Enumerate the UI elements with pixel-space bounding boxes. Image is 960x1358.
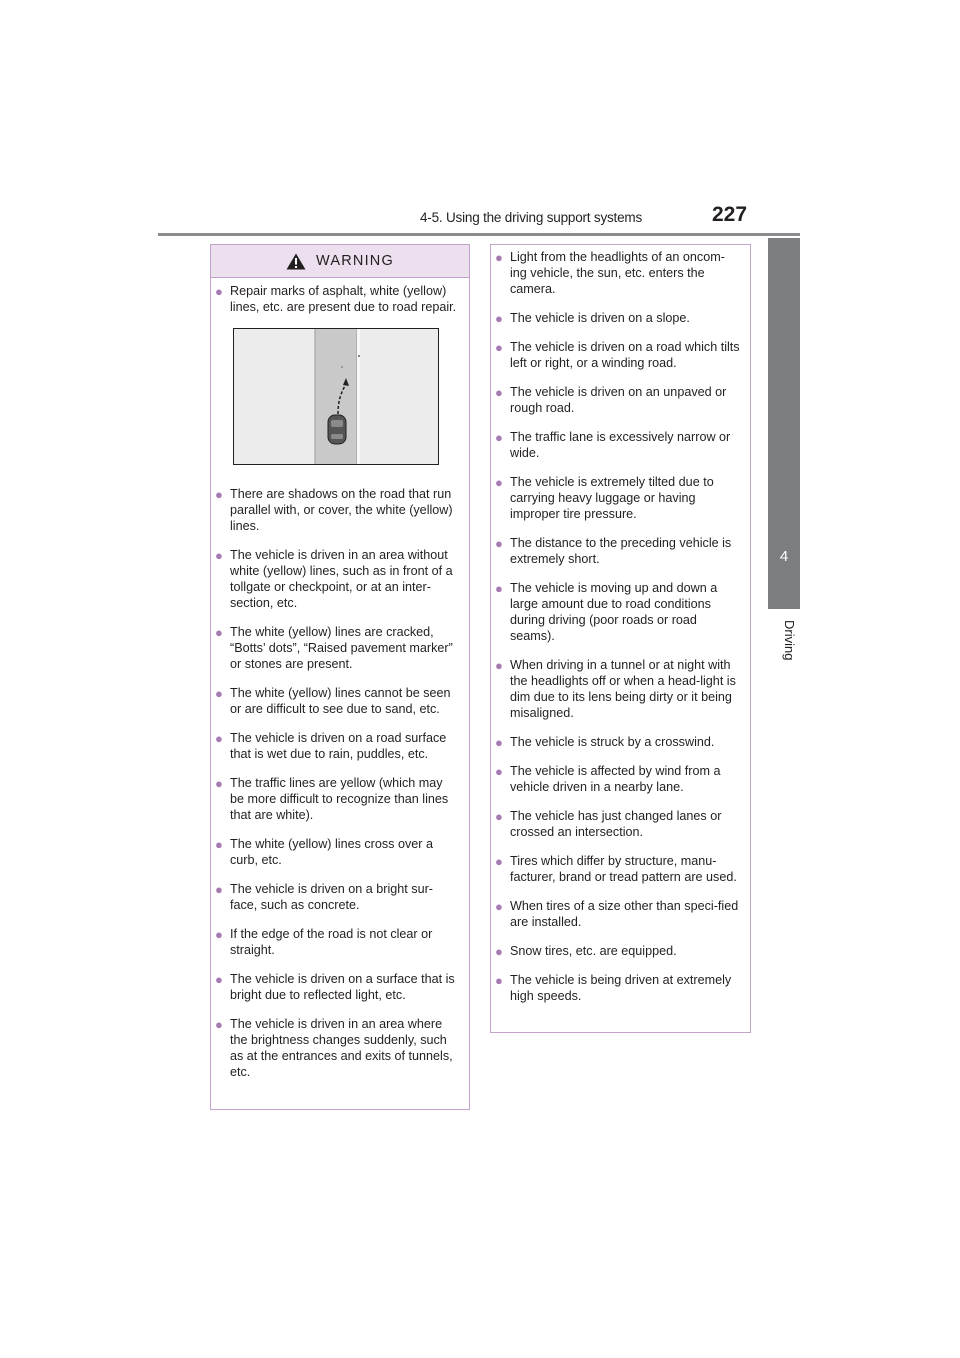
list-item-text: The vehicle is driven in an area where the brightness changes suddenly, such as at the entrances and exits of tunnels, etc. — [230, 1017, 453, 1079]
bullet-icon: ● — [495, 809, 503, 824]
list-item-text: The traffic lines are yellow (which may be more difficult to recognize than lines that are white). — [230, 776, 449, 822]
list-item — [495, 808, 740, 840]
list-item-text: The distance to the preceding vehicle is extremely short. — [510, 536, 732, 566]
list-item — [215, 881, 459, 913]
list-item-text: If the edge of the road is not clear or straight. — [230, 927, 433, 957]
list-item — [215, 283, 459, 315]
bullet-icon: ● — [495, 944, 503, 959]
list-item-text: The white (yellow) lines cannot be seen or are difficult to see due to sand, etc. — [230, 686, 451, 716]
list-item-text: The vehicle is driven in an area without white (yellow) lines, such as in front of a tollgate or checkpoint, or at an inter-section, etc. — [230, 548, 453, 610]
list-item — [495, 249, 740, 297]
list-item — [495, 972, 740, 1004]
bullet-icon: ● — [495, 385, 503, 400]
bullet-icon: ● — [215, 548, 223, 563]
list-item — [495, 853, 740, 885]
list-item-text: Repair marks of asphalt, white (yellow) lines, etc. are present due to road repair. — [230, 284, 457, 314]
list-item-text: The white (yellow) lines cross over a curb, etc. — [230, 837, 433, 867]
bullet-icon: ● — [495, 581, 503, 596]
list-item — [495, 763, 740, 795]
bullet-icon: ● — [215, 882, 223, 897]
bullet-icon: ● — [495, 973, 503, 988]
list-item-text: Tires which differ by structure, manu-facturer, brand or tread pattern are used. — [510, 854, 737, 884]
warning-header — [211, 245, 469, 278]
bullet-icon: ● — [215, 284, 223, 299]
road-lane-illustration — [233, 328, 439, 465]
list-item-text: When tires of a size other than speci-fied are installed. — [510, 899, 739, 929]
bullet-icon: ● — [215, 927, 223, 942]
list-item — [215, 730, 459, 762]
list-item — [495, 429, 740, 461]
list-item — [495, 474, 740, 522]
list-item — [215, 971, 459, 1003]
list-item-text: The vehicle is moving up and down a large amount due to road conditions during driving (poor roads or road seams). — [510, 581, 718, 643]
list-item-text: The vehicle has just changed lanes or crossed an intersection. — [510, 809, 722, 839]
list-item-text: When driving in a tunnel or at night with the headlights off or when a head-light is dim due to its lens being dirty or it being misaligned. — [510, 658, 736, 720]
bullet-icon: ● — [495, 250, 503, 265]
list-item — [215, 624, 459, 672]
list-item — [215, 486, 459, 534]
list-item-text: There are shadows on the road that run parallel with, or cover, the white (yellow) lines. — [230, 487, 453, 533]
bullet-icon: ● — [215, 837, 223, 852]
list-item — [495, 943, 740, 959]
list-item-text: The vehicle is struck by a crosswind. — [510, 735, 715, 749]
bullet-icon: ● — [495, 899, 503, 914]
warning-box-left — [210, 244, 470, 1110]
list-item — [215, 685, 459, 717]
bullet-icon: ● — [215, 1017, 223, 1032]
warning-list-right — [491, 245, 750, 1004]
chapter-tab — [768, 238, 800, 609]
list-item-text: The vehicle is driven on an unpaved or rough road. — [510, 385, 727, 415]
list-item — [215, 547, 459, 611]
list-item — [215, 775, 459, 823]
bullet-icon: ● — [215, 625, 223, 640]
bullet-icon: ● — [495, 430, 503, 445]
list-item — [495, 535, 740, 567]
bullet-icon: ● — [215, 776, 223, 791]
list-item-text: The vehicle is driven on a road surface that is wet due to rain, puddles, etc. — [230, 731, 447, 761]
list-item-text: Light from the headlights of an oncom-ing vehicle, the sun, etc. enters the camera. — [510, 250, 725, 296]
list-item — [215, 1016, 459, 1080]
warning-list-bottom — [211, 481, 469, 1080]
bullet-icon: ● — [215, 972, 223, 987]
list-item — [495, 384, 740, 416]
bullet-icon: ● — [495, 658, 503, 673]
list-item-text: The vehicle is driven on a surface that is bright due to reflected light, etc. — [230, 972, 455, 1002]
list-item-text: The traffic lane is excessively narrow or wide. — [510, 430, 731, 460]
list-item — [495, 580, 740, 644]
list-item — [495, 310, 740, 326]
chapter-label: Driving — [782, 620, 797, 661]
warning-box-right — [490, 244, 751, 1033]
header-divider — [158, 233, 800, 236]
list-item-text: The vehicle is being driven at extremely high speeds. — [510, 973, 732, 1003]
list-item — [495, 339, 740, 371]
bullet-icon: ● — [215, 487, 223, 502]
page-number: 227 — [712, 203, 748, 226]
road-repair-scene — [234, 329, 438, 464]
bullet-icon: ● — [495, 735, 503, 750]
list-item-text: The white (yellow) lines are cracked, “Botts’ dots”, “Raised pavement marker” or stones are present. — [230, 625, 453, 671]
list-item-text: The vehicle is affected by wind from a vehicle driven in a nearby lane. — [510, 764, 721, 794]
list-item — [495, 734, 740, 750]
list-item-text: Snow tires, etc. are equipped. — [510, 944, 677, 958]
bullet-icon: ● — [495, 536, 503, 551]
warning-title: WARNING — [316, 253, 394, 269]
bullet-icon: ● — [495, 311, 503, 326]
list-item — [495, 898, 740, 930]
list-item — [215, 836, 459, 868]
list-item-text: The vehicle is driven on a road which tilts left or right, or a winding road. — [510, 340, 740, 370]
bullet-icon: ● — [495, 854, 503, 869]
list-item — [215, 926, 459, 958]
chapter-number: 4 — [779, 548, 789, 565]
bullet-icon: ● — [215, 731, 223, 746]
bullet-icon: ● — [495, 340, 503, 355]
list-item-text: The vehicle is extremely tilted due to carrying heavy luggage or having improper tire pressure. — [510, 475, 714, 521]
bullet-icon: ● — [215, 686, 223, 701]
bullet-icon: ● — [495, 764, 503, 779]
list-item-text: The vehicle is driven on a bright sur-face, such as concrete. — [230, 882, 433, 912]
warning-triangle-icon — [286, 253, 306, 270]
list-item — [495, 657, 740, 721]
section-title: 4-5. Using the driving support systems — [420, 210, 642, 225]
warning-list-top — [211, 278, 469, 315]
bullet-icon: ● — [495, 475, 503, 490]
list-item-text: The vehicle is driven on a slope. — [510, 311, 690, 325]
